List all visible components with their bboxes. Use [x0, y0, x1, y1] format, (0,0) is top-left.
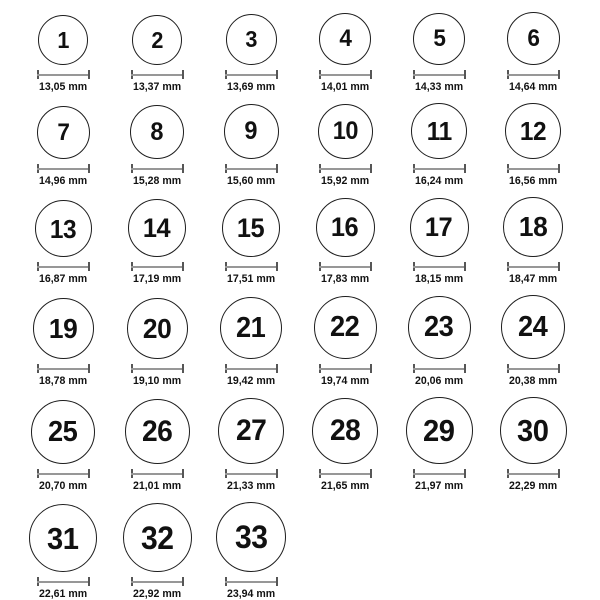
- ring-circle: [413, 13, 465, 65]
- diameter-measure-line: [131, 577, 184, 586]
- ring-size-item: [392, 198, 486, 285]
- diameter-label: 14,01 mm: [320, 81, 370, 93]
- diameter-label: 18,78 mm: [38, 375, 88, 387]
- ring-size-item: [204, 199, 298, 285]
- diameter-label: 22,61 mm: [38, 588, 88, 600]
- measure-bar: [225, 266, 278, 268]
- measure-tick-right-icon: [370, 364, 372, 373]
- diameter-measure-line: [507, 164, 560, 173]
- measure-tick-right-icon: [370, 70, 372, 79]
- diameter-label: 18,47 mm: [508, 273, 558, 285]
- ring-circle: [38, 15, 88, 65]
- diameter-measure-line: [319, 70, 372, 79]
- ring-size-number: 8: [150, 117, 164, 146]
- measure-bar: [507, 368, 560, 370]
- measure-bar: [319, 368, 372, 370]
- ring-circle: [123, 503, 192, 572]
- ring-size-number: 2: [151, 26, 163, 53]
- ring-size-item: [16, 400, 110, 492]
- measure-bar: [319, 473, 372, 475]
- diameter-measure-line: [225, 577, 278, 586]
- measure-tick-right-icon: [276, 262, 278, 271]
- ring-size-item: [486, 12, 580, 93]
- ring-circle: [312, 398, 378, 464]
- diameter-measure-line: [37, 469, 90, 478]
- chart-row: [16, 197, 600, 285]
- diameter-measure-line: [131, 469, 184, 478]
- diameter-measure-line: [413, 469, 466, 478]
- diameter-label: 22,92 mm: [132, 588, 182, 600]
- diameter-measure-line: [319, 164, 372, 173]
- measure-tick-right-icon: [558, 469, 560, 478]
- measure-tick-right-icon: [276, 469, 278, 478]
- measure-bar: [131, 581, 184, 583]
- measure-bar: [507, 74, 560, 76]
- ring-circle: [500, 397, 567, 464]
- ring-circle: [132, 15, 182, 65]
- diameter-label: 13,37 mm: [132, 81, 182, 93]
- ring-circle: [224, 104, 279, 159]
- measure-bar: [225, 168, 278, 170]
- diameter-label: 14,33 mm: [414, 81, 464, 93]
- diameter-measure-line: [225, 164, 278, 173]
- ring-circle: [406, 397, 473, 464]
- measure-bar: [131, 168, 184, 170]
- measure-tick-right-icon: [276, 164, 278, 173]
- diameter-measure-line: [319, 469, 372, 478]
- ring-size-item: [204, 14, 298, 93]
- measure-bar: [507, 473, 560, 475]
- diameter-label: 14,96 mm: [38, 175, 88, 187]
- ring-size-item: [486, 197, 580, 285]
- measure-bar: [225, 473, 278, 475]
- diameter-measure-line: [413, 164, 466, 173]
- diameter-label: 18,15 mm: [414, 273, 464, 285]
- measure-bar: [413, 368, 466, 370]
- ring-size-number: 13: [49, 213, 77, 244]
- diameter-label: 19,42 mm: [226, 375, 276, 387]
- diameter-measure-line: [225, 469, 278, 478]
- measure-tick-right-icon: [464, 469, 466, 478]
- diameter-measure-line: [507, 70, 560, 79]
- measure-tick-right-icon: [370, 262, 372, 271]
- ring-circle: [501, 295, 565, 359]
- diameter-label: 22,29 mm: [508, 480, 558, 492]
- ring-circle: [29, 504, 97, 572]
- ring-circle: [31, 400, 95, 464]
- measure-bar: [225, 581, 278, 583]
- diameter-measure-line: [507, 469, 560, 478]
- diameter-label: 20,70 mm: [38, 480, 88, 492]
- ring-size-number: 21: [236, 311, 266, 344]
- ring-size-number: 18: [518, 211, 548, 242]
- measure-bar: [37, 168, 90, 170]
- diameter-label: 20,38 mm: [508, 375, 558, 387]
- ring-size-number: 31: [47, 520, 79, 556]
- ring-size-number: 22: [330, 311, 360, 343]
- ring-circle: [216, 502, 286, 572]
- ring-size-number: 23: [424, 311, 454, 343]
- ring-circle: [37, 106, 90, 159]
- ring-size-number: 12: [519, 116, 547, 146]
- diameter-measure-line: [413, 262, 466, 271]
- ring-size-item: [298, 104, 392, 187]
- ring-size-item: [110, 199, 204, 285]
- ring-size-item: [204, 398, 298, 492]
- ring-size-item: [110, 15, 204, 93]
- diameter-label: 17,51 mm: [226, 273, 276, 285]
- diameter-label: 16,87 mm: [38, 273, 88, 285]
- ring-size-item: [392, 397, 486, 492]
- ring-size-item: [392, 103, 486, 187]
- ring-size-number: 27: [235, 414, 267, 447]
- ring-circle: [314, 296, 377, 359]
- ring-circle: [316, 198, 375, 257]
- diameter-label: 15,60 mm: [226, 175, 276, 187]
- ring-size-item: [298, 198, 392, 285]
- ring-size-item: [298, 398, 392, 492]
- diameter-measure-line: [131, 364, 184, 373]
- ring-size-item: [110, 105, 204, 187]
- ring-size-number: 19: [48, 312, 78, 344]
- ring-circle: [220, 297, 282, 359]
- diameter-measure-line: [225, 364, 278, 373]
- ring-circle: [130, 105, 184, 159]
- diameter-label: 23,94 mm: [226, 588, 276, 600]
- measure-tick-right-icon: [88, 577, 90, 586]
- measure-tick-right-icon: [88, 164, 90, 173]
- measure-tick-right-icon: [370, 164, 372, 173]
- measure-tick-right-icon: [182, 577, 184, 586]
- ring-size-number: 20: [142, 312, 172, 344]
- ring-circle: [507, 12, 560, 65]
- diameter-label: 16,24 mm: [414, 175, 464, 187]
- ring-size-number: 11: [426, 116, 452, 146]
- chart-row: [16, 295, 600, 387]
- measure-bar: [131, 74, 184, 76]
- ring-size-item: [110, 399, 204, 492]
- measure-tick-right-icon: [370, 469, 372, 478]
- ring-size-item: [16, 106, 110, 187]
- ring-size-number: 28: [329, 414, 361, 447]
- diameter-measure-line: [131, 262, 184, 271]
- ring-circle: [319, 13, 371, 65]
- ring-size-item: [392, 13, 486, 93]
- ring-size-number: 1: [57, 26, 69, 53]
- measure-tick-right-icon: [464, 70, 466, 79]
- measure-bar: [37, 368, 90, 370]
- ring-size-item: [486, 295, 580, 387]
- diameter-measure-line: [37, 70, 90, 79]
- ring-size-item: [204, 104, 298, 187]
- ring-size-number: 3: [245, 26, 257, 52]
- ring-size-number: 17: [425, 212, 453, 242]
- ring-size-number: 29: [423, 413, 455, 448]
- measure-tick-right-icon: [558, 70, 560, 79]
- ring-size-item: [16, 200, 110, 285]
- diameter-measure-line: [131, 164, 184, 173]
- measure-bar: [413, 74, 466, 76]
- measure-bar: [37, 473, 90, 475]
- measure-tick-right-icon: [182, 70, 184, 79]
- diameter-label: 15,92 mm: [320, 175, 370, 187]
- measure-tick-right-icon: [182, 164, 184, 173]
- diameter-measure-line: [225, 262, 278, 271]
- measure-tick-right-icon: [182, 364, 184, 373]
- measure-tick-right-icon: [88, 469, 90, 478]
- diameter-label: 20,06 mm: [414, 375, 464, 387]
- diameter-label: 19,10 mm: [132, 375, 182, 387]
- chart-row: [16, 12, 600, 93]
- diameter-label: 17,19 mm: [132, 273, 182, 285]
- measure-tick-right-icon: [276, 364, 278, 373]
- measure-bar: [37, 581, 90, 583]
- ring-size-number: 24: [518, 310, 548, 343]
- diameter-label: 21,33 mm: [226, 480, 276, 492]
- diameter-measure-line: [37, 262, 90, 271]
- measure-bar: [131, 266, 184, 268]
- ring-circle: [505, 103, 561, 159]
- ring-circle: [226, 14, 277, 65]
- diameter-label: 21,65 mm: [320, 480, 370, 492]
- measure-tick-right-icon: [88, 364, 90, 373]
- measure-tick-right-icon: [558, 262, 560, 271]
- measure-tick-right-icon: [88, 70, 90, 79]
- diameter-measure-line: [37, 364, 90, 373]
- measure-tick-right-icon: [464, 164, 466, 173]
- ring-size-item: [204, 297, 298, 387]
- diameter-measure-line: [37, 577, 90, 586]
- ring-size-number: 5: [432, 25, 446, 52]
- ring-size-number: 6: [526, 24, 540, 52]
- measure-bar: [413, 168, 466, 170]
- chart-row: [16, 502, 600, 600]
- measure-bar: [413, 266, 466, 268]
- measure-tick-right-icon: [182, 262, 184, 271]
- measure-bar: [507, 168, 560, 170]
- diameter-label: 13,69 mm: [226, 81, 276, 93]
- ring-circle: [125, 399, 190, 464]
- measure-bar: [413, 473, 466, 475]
- measure-bar: [319, 168, 372, 170]
- diameter-label: 13,05 mm: [38, 81, 88, 93]
- diameter-label: 21,01 mm: [132, 480, 182, 492]
- ring-circle: [222, 199, 280, 257]
- diameter-measure-line: [319, 262, 372, 271]
- measure-tick-right-icon: [182, 469, 184, 478]
- measure-tick-right-icon: [464, 364, 466, 373]
- ring-size-number: 33: [234, 519, 268, 555]
- diameter-measure-line: [507, 262, 560, 271]
- diameter-label: 14,64 mm: [508, 81, 558, 93]
- ring-size-item: [486, 103, 580, 187]
- ring-size-number: 32: [140, 519, 174, 556]
- diameter-measure-line: [319, 364, 372, 373]
- ring-size-number: 25: [48, 415, 78, 448]
- measure-bar: [319, 74, 372, 76]
- measure-bar: [319, 266, 372, 268]
- measure-bar: [131, 368, 184, 370]
- measure-bar: [225, 74, 278, 76]
- ring-size-number: 26: [141, 414, 173, 448]
- ring-circle: [35, 200, 92, 257]
- chart-row: [16, 397, 600, 492]
- measure-bar: [37, 74, 90, 76]
- ring-size-item: [16, 15, 110, 93]
- ring-size-number: 16: [331, 212, 359, 242]
- ring-circle: [318, 104, 373, 159]
- diameter-label: 21,97 mm: [414, 480, 464, 492]
- measure-tick-right-icon: [558, 364, 560, 373]
- diameter-measure-line: [37, 164, 90, 173]
- ring-size-number: 15: [237, 212, 265, 243]
- ring-size-number: 9: [244, 117, 258, 145]
- ring-size-number: 14: [143, 212, 171, 243]
- measure-tick-right-icon: [558, 164, 560, 173]
- ring-size-number: 10: [332, 117, 358, 145]
- ring-size-item: [298, 296, 392, 387]
- ring-size-item: [204, 502, 298, 600]
- measure-bar: [37, 266, 90, 268]
- diameter-measure-line: [413, 70, 466, 79]
- diameter-label: 15,28 mm: [132, 175, 182, 187]
- ring-circle: [410, 198, 469, 257]
- ring-circle: [127, 298, 188, 359]
- ring-size-item: [16, 504, 110, 600]
- measure-bar: [507, 266, 560, 268]
- chart-row: [16, 103, 600, 187]
- ring-size-item: [110, 298, 204, 387]
- measure-tick-right-icon: [276, 70, 278, 79]
- diameter-label: 19,74 mm: [320, 375, 370, 387]
- diameter-measure-line: [507, 364, 560, 373]
- ring-circle: [411, 103, 467, 159]
- measure-tick-right-icon: [464, 262, 466, 271]
- ring-circle: [408, 296, 471, 359]
- ring-size-item: [392, 296, 486, 387]
- ring-circle: [218, 398, 284, 464]
- diameter-measure-line: [413, 364, 466, 373]
- ring-size-number: 4: [338, 25, 352, 52]
- ring-size-item: [16, 298, 110, 387]
- ring-circle: [503, 197, 563, 257]
- diameter-label: 16,56 mm: [508, 175, 558, 187]
- measure-tick-right-icon: [88, 262, 90, 271]
- ring-size-number: 30: [517, 413, 549, 448]
- ring-circle: [128, 199, 186, 257]
- measure-bar: [225, 368, 278, 370]
- diameter-label: 17,83 mm: [320, 273, 370, 285]
- ring-size-item: [486, 397, 580, 492]
- ring-circle: [33, 298, 94, 359]
- ring-size-number: 7: [56, 118, 70, 146]
- ring-size-item: [110, 503, 204, 600]
- diameter-measure-line: [225, 70, 278, 79]
- ring-size-item: [298, 13, 392, 93]
- measure-tick-right-icon: [276, 577, 278, 586]
- measure-bar: [131, 473, 184, 475]
- diameter-measure-line: [131, 70, 184, 79]
